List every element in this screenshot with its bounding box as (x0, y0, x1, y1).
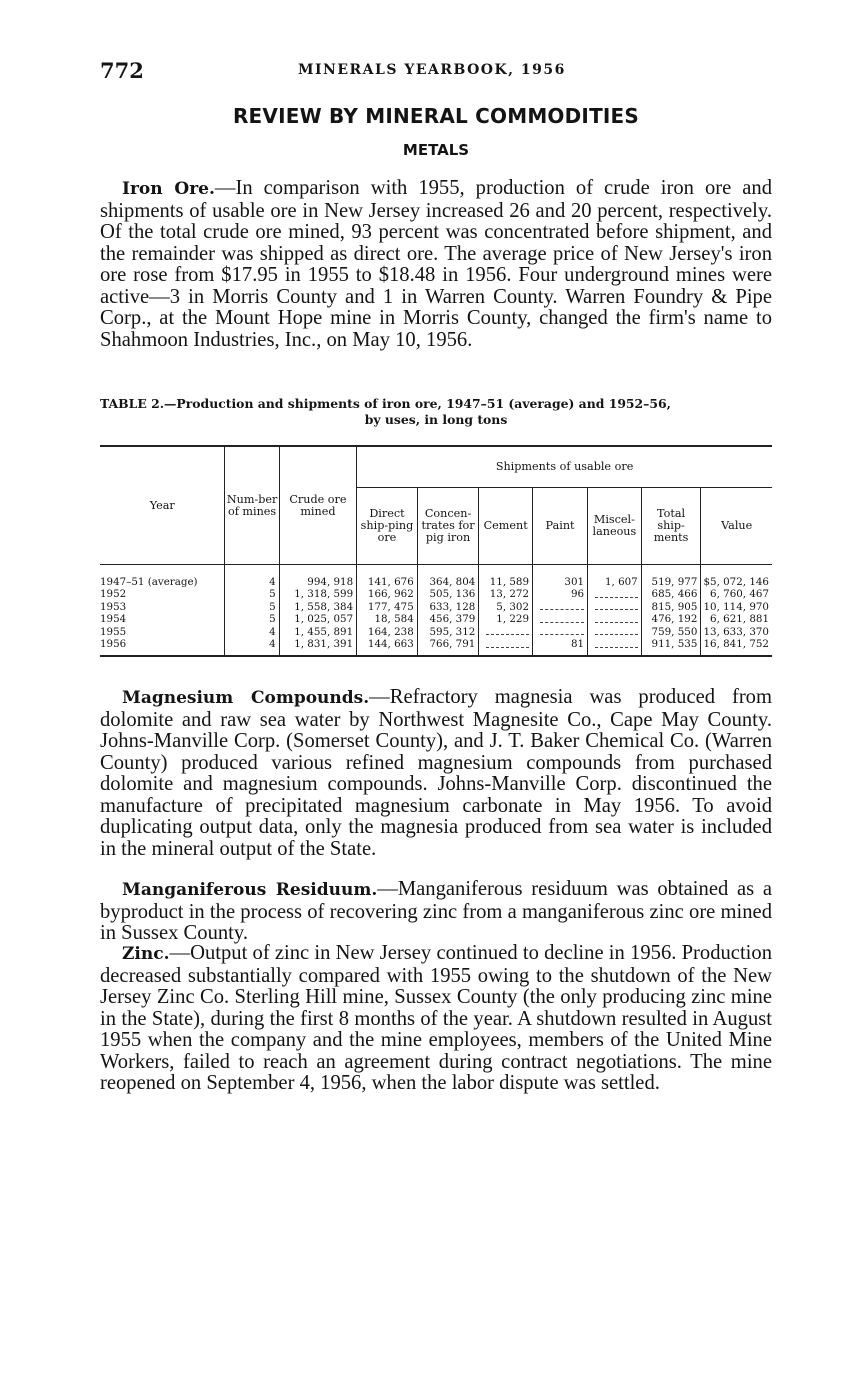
table-caption-line-1: TABLE 2.—Production and shipments of iron ore, 1947–51 (average) and 1952–56, (100, 396, 671, 411)
leader-dashes (595, 601, 638, 610)
leader-dashes (540, 614, 584, 623)
table-cell: 456, 379 (417, 614, 479, 627)
table-cell: $5, 072, 146 (703, 576, 769, 588)
table-cell-year: 1947–51 (average) (100, 565, 225, 589)
col-header-misc: Miscel-laneous (588, 488, 642, 565)
table-cell: 364, 804 (417, 565, 479, 589)
table-row (100, 589, 772, 602)
col-header-paint: Paint (533, 488, 588, 565)
table-cell-empty (588, 639, 642, 656)
table-cell-empty (479, 639, 533, 656)
paragraph-magnesium (100, 687, 772, 860)
table-cell: 1, 455, 891 (279, 626, 356, 639)
table-cell: 1, 025, 057 (279, 614, 356, 627)
col-header-crude: Crude ore mined (279, 446, 356, 565)
table-body (100, 565, 772, 656)
col-header-mines: Num-ber of mines (225, 446, 279, 565)
table-cell: 166, 962 (357, 589, 418, 602)
col-header-year: Year (100, 446, 225, 565)
col-header-value: Value (701, 488, 772, 565)
table-cell: 301 (533, 565, 588, 589)
leader-dashes (540, 626, 584, 635)
paragraph-text: —Refractory magnesia was produced from dolomite and raw sea water by Northwest Magnesite Co., Cape May County. Johns-Manville Corp. (Somerset County), and J. T. Baker Chemical Co. (Warren County) produced various refined magnesium compounds from purchased dolomite and magnesium compounds. Johns-Manville Corp. discontinued the manufacture of precipitated magnesium carbonate in May 1956. To avoid duplicating output data, only the magnesia produced from sea water is included in the mineral output of the State. (100, 686, 772, 860)
table-row (100, 601, 772, 614)
paragraph-iron-ore (100, 178, 772, 351)
leader-dashes (595, 639, 638, 648)
table-cell: 177, 475 (357, 601, 418, 614)
leader-dashes (540, 601, 584, 610)
table-cell: 5 (225, 601, 279, 614)
table-cell-year: 1952 (100, 589, 225, 602)
table-cell: 18, 584 (357, 614, 418, 627)
table-cell: 5, 302 (479, 601, 533, 614)
table-cell: 911, 535 (641, 639, 701, 656)
paragraph-manganiferous (100, 879, 772, 945)
table-cell: 1, 558, 384 (279, 601, 356, 614)
journal-title: MINERALS YEARBOOK, 1956 (298, 62, 566, 78)
table-cell: 6, 621, 881 (710, 613, 769, 626)
table-cell-empty (533, 614, 588, 627)
table-row (100, 565, 772, 589)
leader-dashes (595, 589, 638, 598)
table-cell: 1, 318, 599 (279, 589, 356, 602)
table-cell: 11, 589 (479, 565, 533, 589)
running-head (100, 58, 772, 84)
table-row (100, 639, 772, 656)
section-title: REVIEW BY MINERAL COMMODITIES (232, 104, 640, 128)
table-cell: 1, 831, 391 (279, 639, 356, 656)
paragraph-text: —Manganiferous residuum was obtained as a byproduct in the process of recovering zinc from a manganiferous zinc ore mined in Sussex County. (100, 878, 772, 944)
table-cell-year: 1953 (100, 601, 225, 614)
col-header-total: Total ship-ments (641, 488, 701, 565)
table-cell-empty (479, 626, 533, 639)
group-header-shipments: Shipments of usable ore (357, 446, 772, 488)
table-cell: 6, 760, 467 (710, 588, 769, 601)
leader-dashes (486, 639, 529, 648)
table-cell: 1, 229 (479, 614, 533, 627)
table-row (100, 614, 772, 627)
paragraph-heading: Manganiferous Residuum. (122, 880, 378, 900)
paragraph-text: —In comparison with 1955, production of crude iron ore and shipments of usable ore in New Jersey increased 26 and 20 percent, respectively. Of the total crude ore mined, 93 percent was concentrated before shipment, and the remainder was shipped as direct ore. The average price of New Jersey's iron ore rose from $17.95 in 1955 to $18.48 in 1956. Four underground mines were active—3 in Morris County and 1 in Warren County. Warren Foundry & Pipe Corp., at the Mount Hope mine in Morris County, changed the firm's name to Shahmoon Industries, Inc., on May 10, 1956. (100, 177, 772, 351)
table-cell: 476, 192 (641, 614, 701, 627)
table-cell: 5 (225, 589, 279, 602)
table-cell: 633, 128 (417, 601, 479, 614)
table-cell: 96 (533, 589, 588, 602)
col-header-direct: Direct ship-ping ore (357, 488, 418, 565)
paragraph-heading: Iron Ore. (122, 179, 215, 199)
table-cell-empty (588, 601, 642, 614)
table-cell: 595, 312 (417, 626, 479, 639)
table-cell: 141, 676 (357, 565, 418, 589)
subsection-title: METALS (402, 141, 470, 159)
paragraph-text: —Output of zinc in New Jersey continued to decline in 1956. Production decreased substantially compared with 1955 owing to the shutdown of the New Jersey Zinc Co. Sterling Hill mine, Sussex County (the only producing zinc mine in the State), during the first 8 months of the year. A shutdown resulted in August 1955 when the company and the mine employees, members of the United Mine Workers, failed to reach an agreement during contract negotiations. The mine reopened on September 4, 1956, when the labor dispute was settled. (100, 942, 772, 1094)
table-cell: 815, 905 (641, 601, 701, 614)
table-cell: 4 (225, 565, 279, 589)
leader-dashes (595, 626, 638, 635)
table-cell: 5 (225, 614, 279, 627)
table-cell: 13, 272 (479, 589, 533, 602)
table-cell-year: 1955 (100, 626, 225, 639)
col-header-concentrates: Concen-trates for pig iron (417, 488, 479, 565)
table-cell: 144, 663 (357, 639, 418, 656)
table-cell: 16, 841, 752 (701, 639, 772, 656)
paragraph-heading: Zinc. (122, 944, 170, 964)
table-cell: 994, 918 (279, 565, 356, 589)
table-cell: 519, 977 (641, 565, 701, 589)
table-cell-empty (588, 614, 642, 627)
table-cell: 10, 114, 970 (703, 600, 769, 613)
page-number: 772 (100, 58, 144, 83)
paragraph-heading: Magnesium Compounds. (122, 688, 370, 708)
paragraph-zinc (100, 943, 772, 1095)
table-cell-year: 1956 (100, 639, 225, 656)
leader-dashes (595, 614, 638, 623)
table-caption-line-2: by uses, in long tons (364, 412, 508, 427)
table-cell: 13, 633, 370 (703, 625, 769, 638)
table-cell-empty (588, 589, 642, 602)
table-cell: 685, 466 (641, 589, 701, 602)
leader-dashes (486, 626, 529, 635)
table-cell-empty (533, 626, 588, 639)
table-cell-year: 1954 (100, 614, 225, 627)
table-cell: 4 (225, 626, 279, 639)
table-row (100, 626, 772, 639)
table-cell-empty (588, 626, 642, 639)
table-cell: 1, 607 (588, 565, 642, 589)
table-cell: 759, 550 (641, 626, 701, 639)
table-cell-empty (533, 601, 588, 614)
iron-ore-table (100, 445, 772, 657)
table-caption (100, 396, 772, 428)
table-cell: 81 (533, 639, 588, 656)
col-header-cement: Cement (479, 488, 533, 565)
table-cell: 505, 136 (417, 589, 479, 602)
table-cell: 164, 238 (357, 626, 418, 639)
table-cell: 4 (225, 639, 279, 656)
table-cell: 766, 791 (417, 639, 479, 656)
